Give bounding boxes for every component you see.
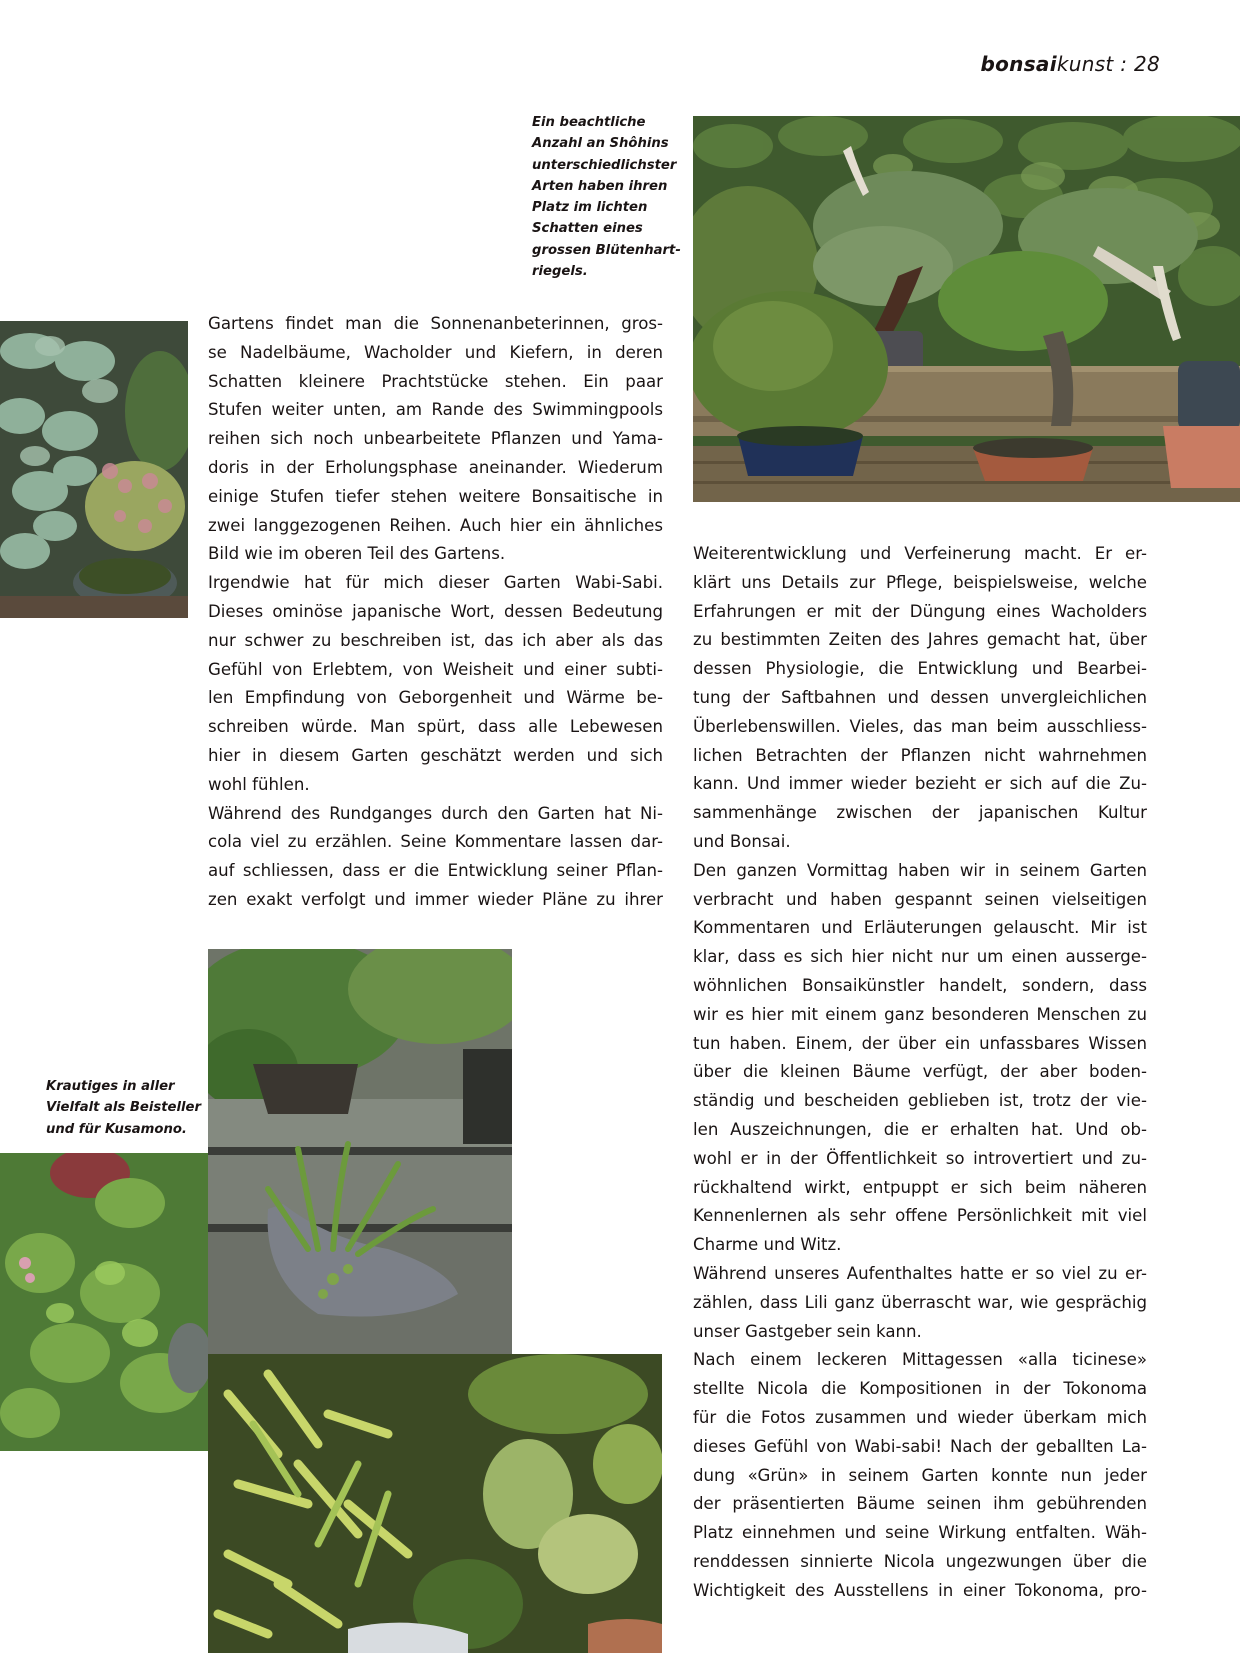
text-line: zen exakt verfolgt und immer wieder Pläne zu ihrer (208, 889, 663, 909)
text-line: dieses Gefühl von Wabi-sabi! Nach der geballten La- (693, 1436, 1147, 1456)
text-line: tun haben. Einem, der über ein unfassbares Wissen (693, 1033, 1147, 1053)
caption-line: Anzahl an Shôhins (532, 136, 669, 152)
magazine-name-bold: bonsai (980, 52, 1057, 76)
text-line: der präsentierten Bäume seinen ihm gebührenden (693, 1494, 1147, 1514)
text-line: Gartens findet man die Sonnenanbeterinnen, gros- (208, 314, 663, 333)
photo-herbaceous-plants (0, 1153, 208, 1451)
caption-line: Platz im lichten (532, 200, 648, 216)
text-line: zwei langgezogenen Reihen. Auch hier ein ähnliches (208, 515, 663, 535)
text-line: len Empfindung von Geborgenheit und Wärme be- (208, 688, 663, 708)
text-line: Kommentaren und Erläuterungen gelauscht. Mir ist (693, 918, 1147, 938)
text-line: lichen Betrachten der Pflanzen nicht wahrnehmen (693, 745, 1147, 765)
text-line: rückhaltend wirkt, entpuppt er sich beim näheren (693, 1177, 1147, 1197)
text-line: Während unseres Aufenthaltes hatte er so viel zu er- (693, 1263, 1147, 1283)
text-line: Irgendwie hat für mich dieser Garten Wabi-Sabi. (208, 573, 663, 593)
photo-leafy-plants-image (0, 321, 188, 618)
text-line: doris in der Erholungsphase aneinander. Wiederum (208, 457, 663, 477)
caption-line: unterschiedlichster (532, 157, 677, 173)
header-separator: : (1113, 52, 1134, 76)
photo-caption-top (532, 112, 681, 282)
caption-line: grossen Blütenhart- (532, 242, 681, 258)
text-line: hier in diesem Garten geschätzt werden und sich (208, 745, 663, 765)
photo-caption-left (46, 1076, 201, 1140)
caption-line: Vielfalt als Beisteller (46, 1100, 201, 1116)
text-line: Während des Rundganges durch den Garten hat Ni- (208, 803, 663, 823)
text-line: klar, dass es sich hier nicht nur um einen ausserge- (693, 947, 1147, 967)
caption-line: Arten haben ihren (532, 178, 668, 194)
text-line: über die kleinen Bäume verfügt, der aber boden- (693, 1062, 1147, 1082)
text-line: stellte Nicola die Kompositionen in der Tokonoma (693, 1379, 1147, 1399)
photo-kusamono-image (208, 949, 512, 1354)
text-line: zu bestimmten Zeiten des Jahres gemacht hat, über (693, 630, 1147, 650)
text-line: zählen, dass Lili ganz überrascht war, wie gesprächig (693, 1292, 1147, 1312)
text-line: unser Gastgeber sein kann. (693, 1321, 922, 1341)
article-column-right (693, 540, 1147, 1605)
text-line: Überlebenswillen. Vieles, das man beim ausschliess- (693, 716, 1147, 736)
text-line: dessen Physiologie, die Entwicklung und Bearbei- (693, 659, 1147, 679)
text-line: Bild wie im oberen Teil des Gartens. (208, 544, 506, 564)
text-line: verbracht und haben gespannt seinen vielseitigen (693, 889, 1147, 909)
text-line: Platz einnehmen und seine Wirkung entfalten. Wäh- (693, 1523, 1147, 1543)
text-line: wohl fühlen. (208, 774, 310, 794)
caption-line: riegels. (532, 264, 588, 280)
article-column-left (208, 310, 663, 915)
page-number: 28 (1133, 52, 1160, 76)
photo-shohin-bonsai (693, 116, 1240, 502)
text-line: renddessen sinnierte Nicola ungezwungen über die (693, 1551, 1147, 1571)
text-line: Wichtigkeit des Ausstellens in einer Tokonoma, pro- (693, 1580, 1147, 1600)
text-line: cola viel zu erzählen. Seine Kommentare lassen dar- (208, 832, 663, 852)
text-line: Kennenlernen als sehr offene Persönlichkeit mit viel (693, 1206, 1147, 1226)
text-line: wir es hier mit einem ganz besonderen Menschen zu (693, 1004, 1147, 1024)
photo-shohin-bonsai-image (693, 116, 1240, 502)
text-line: Schatten kleinere Prachtstücke stehen. Ein paar (208, 371, 663, 391)
caption-line: Schatten eines (532, 221, 643, 237)
text-line: sammenhänge zwischen der japanischen Kultur (693, 803, 1147, 823)
text-line: reihen sich noch unbearbeitete Pflanzen und Yama- (208, 429, 663, 449)
text-line: kann. Und immer wieder bezieht er sich auf die Zu- (693, 774, 1147, 794)
text-line: und Bonsai. (693, 831, 791, 851)
text-line: Stufen weiter unten, am Rande des Swimmingpools (208, 400, 663, 420)
text-line: einige Stufen tiefer stehen weitere Bonsaitische in (208, 486, 663, 506)
text-line: se Nadelbäume, Wacholder und Kiefern, in deren (208, 342, 663, 362)
photo-leafy-plants (0, 321, 188, 618)
photo-bamboo-grass-image (208, 1354, 662, 1653)
photo-kusamono-stone-pot (208, 949, 512, 1354)
text-line: Charme und Witz. (693, 1235, 842, 1255)
caption-line: und für Kusamono. (46, 1121, 187, 1137)
caption-line: Ein beachtliche (532, 115, 646, 130)
text-line: für die Fotos zusammen und wieder überkam mich (693, 1407, 1147, 1427)
text-line: wohl er in der Öffentlichkeit so introvertiert und zu- (693, 1148, 1147, 1168)
text-line: ständig und bescheiden geblieben ist, trotz der vie- (693, 1091, 1147, 1111)
magazine-name-light: kunst (1056, 52, 1114, 76)
text-line: Erfahrungen er mit der Düngung eines Wacholders (693, 601, 1147, 621)
text-line: Weiterentwicklung und Verfeinerung macht. Er er- (693, 544, 1147, 563)
caption-line: Krautiges in aller (46, 1079, 175, 1094)
text-line: tung der Saftbahnen und dessen unvergleichlichen (693, 687, 1147, 707)
text-line: len Auszeichnungen, die er erhalten hat. Und ob- (693, 1119, 1147, 1139)
text-line: nur schwer zu beschreiben ist, das ich aber als das (208, 630, 663, 650)
photo-bamboo-grass (208, 1354, 662, 1653)
text-line: dung «Grün» in seinem Garten konnte nun jeder (693, 1465, 1147, 1485)
text-line: wöhnlichen Bonsaikünstler handelt, sondern, dass (693, 975, 1147, 995)
text-line: Gefühl von Erlebtem, von Weisheit und einer subti- (208, 659, 663, 679)
page-header (981, 52, 1160, 76)
text-line: schreiben würde. Man spürt, dass alle Lebewesen (208, 717, 663, 737)
text-line: Den ganzen Vormittag haben wir in seinem Garten (693, 860, 1147, 880)
photo-herbaceous-image (0, 1153, 208, 1451)
text-line: auf schliessen, dass er die Entwicklung seiner Pflan- (208, 861, 663, 881)
text-line: klärt uns Details zur Pflege, beispielsweise, welche (693, 572, 1147, 592)
text-line: Nach einem leckeren Mittagessen «alla ticinese» (693, 1350, 1147, 1370)
text-line: Dieses ominöse japanische Wort, dessen Bedeutung (208, 601, 663, 621)
